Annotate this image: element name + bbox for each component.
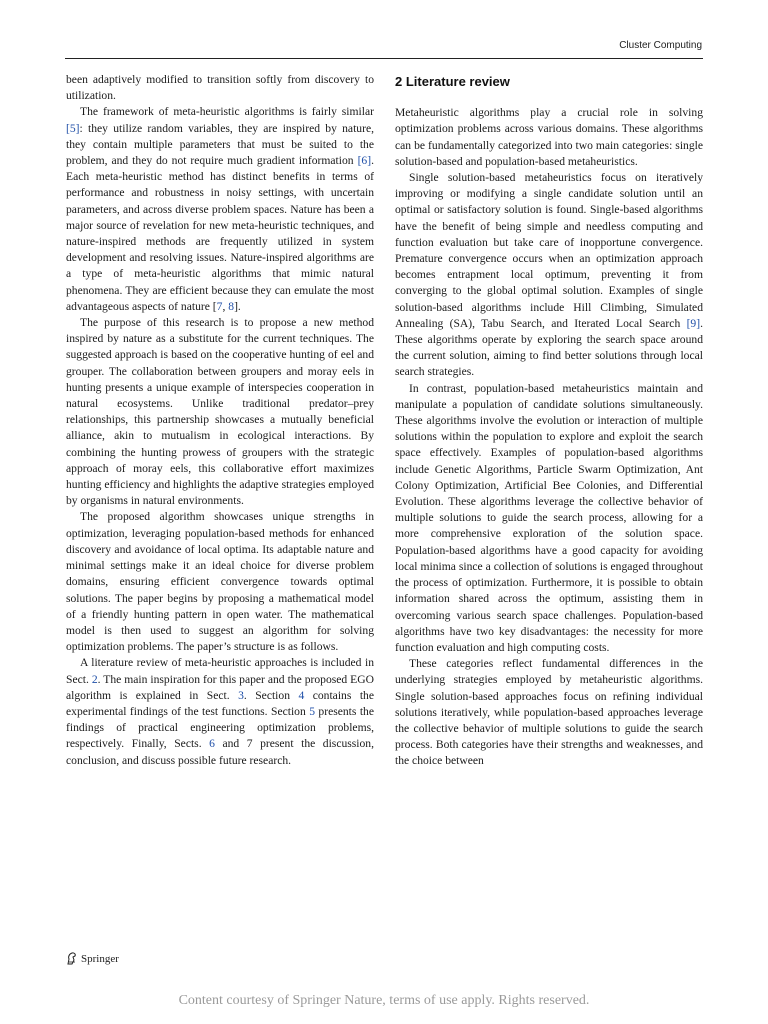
- section-link[interactable]: 6: [209, 737, 215, 751]
- citation-link[interactable]: 7: [216, 299, 223, 313]
- section-link[interactable]: 3: [238, 688, 244, 702]
- paragraph: Single solution-based metaheuristics focus on iteratively improving or modifying a single candidate solution until an optimal or satisfactory solution is found. Single-based algorithms have the benefit of being simple and needless computing and function evaluation but take care of inopportune convergence. Premature convergence occurs when an optimization approach becomes entrapment local optimum, preventing it from converging to the global optimal solution. Examples of single solution-based algorithms include Hill Climbing, Simulated Annealing (SA), Tabu Search, and Iterated Local Search [9]. These algorithms operate by exploring the search space around the current solution, aiming to find better solutions through local search strategies.: [395, 171, 703, 379]
- citation-link[interactable]: 8: [228, 299, 235, 313]
- paragraph: The framework of meta-heuristic algorithms is fairly similar [5]: they utilize random variables, they are inspired by nature, they contain multiple parameters that must be suited to the problem, and they do not require much gradient information [6]. Each meta-heuristic method has distinct benefits in terms of performance and robustness in noisy settings, with uncertain parameters, and across diverse problem spaces. Nature has been a major source of revelation for new meta-heuristic techniques, and nature-inspired methods are frequently utilized in system development and resolving issues. Nature-inspired algorithms are a type of meta-heuristic algorithms that mimic natural phenomena. They are efficient because they can emulate the most advantageous aspects of nature [7, 8].: [66, 105, 374, 313]
- section-link[interactable]: 2: [91, 672, 98, 686]
- paragraph: A literature review of meta-heuristic approaches is included in Sect. 2. The main inspiration for this paper and the proposed EGO algorithm is explained in Sect. 3. Section 4 contains the experimental findings of the test functions. Section 5 presents the findings of practical engineering optimization problems, respectively. Finally, Sects. 6 and 7 present the discussion, conclusion, and discuss possible future research.: [66, 656, 375, 767]
- paragraph: The purpose of this research is to propose a new method inspired by nature as a substitute for the current techniques. The suggested approach is based on the cooperative hunting of eel and grouper. The collaboration between groupers and moray eels in hunting presents a unique example of interspecies cooperation in natural ecosystems. Unlike traditional predator–prey relationships, this partnership showcases a mutually beneficial alliance, akin to mutualism in ecological interactions. By combining the hunting prowess of groupers with the strategic approach of moray eels, this collaborative effort maximizes hunting efficiency and highlights the adaptive strategies employed by organisms in natural environments.: [66, 316, 374, 508]
- journal-title: Cluster Computing: [619, 40, 702, 51]
- header-rule: [65, 58, 703, 59]
- paragraph: These categories reflect fundamental differences in the underlying strategies employed by metaheuristic algorithms. Single solution-based approaches focus on refining individual solutions iteratively, while population-based approaches leverage the collective behavior of multiple solutions to guide the search process. Both categories have their strengths and weaknesses, and the choice between: [395, 657, 703, 768]
- springer-horse-icon: [66, 952, 78, 965]
- right-column: [395, 72, 703, 770]
- section-heading: 2 Literature review: [395, 74, 510, 89]
- citation-link[interactable]: [9]: [686, 316, 701, 330]
- paragraph: been adaptively modified to transition softly from discovery to utilization.: [66, 73, 374, 103]
- left-column: [66, 72, 374, 769]
- citation-link[interactable]: [6]: [357, 154, 372, 168]
- section-link[interactable]: 4: [298, 688, 305, 702]
- paragraph: Metaheuristic algorithms play a crucial role in solving optimization problems across various domains. These algorithms can be fundamentally categorized into two main categories: single solution-based and population-based metaheuristics.: [395, 106, 703, 168]
- publisher-logo: [66, 952, 119, 965]
- courtesy-notice: Content courtesy of Springer Nature, terms of use apply. Rights reserved.: [178, 993, 590, 1008]
- paragraph: In contrast, population-based metaheuristics maintain and manipulate a population of candidate solutions simultaneously. These algorithms involve the evolution or interaction of multiple solutions within the population to explore and exploit the search space effectively. Examples of population-based algorithms include Genetic Algorithms, Particle Swarm Optimization, Ant Colony Optimization, Artificial Bee Colonies, and Differential Evolution. These algorithms leverage the collective behavior of multiple solutions to guide the search process, allowing for a more comprehensive exploration of the solution space. Population-based algorithms have a good capacity for avoiding local minima since a collection of solutions is engaged throughout the process of optimization. Furthermore, it is possible to obtain information shared across the optimum, assisting them in overcoming various search space challenges. Population-based algorithms have two key disadvantages: the necessity for more function evaluation and high computing costs.: [395, 381, 703, 654]
- section-link[interactable]: 5: [309, 704, 315, 718]
- publisher-name: Springer: [81, 952, 119, 965]
- paragraph: The proposed algorithm showcases unique strengths in optimization, leveraging population-based methods for enhanced discovery and avoidance of local optima. Its adaptable nature and minimal settings make it an ideal choice for diverse problem domains, ensuring efficient convergence towards optimal solutions. The paper begins by proposing a mathematical model of a friendly hunting pattern in open water. The mathematical model is then used to suggest an algorithm for solving optimization problems. The paper’s structure is as follows.: [66, 510, 374, 654]
- citation-link[interactable]: [5]: [66, 121, 80, 135]
